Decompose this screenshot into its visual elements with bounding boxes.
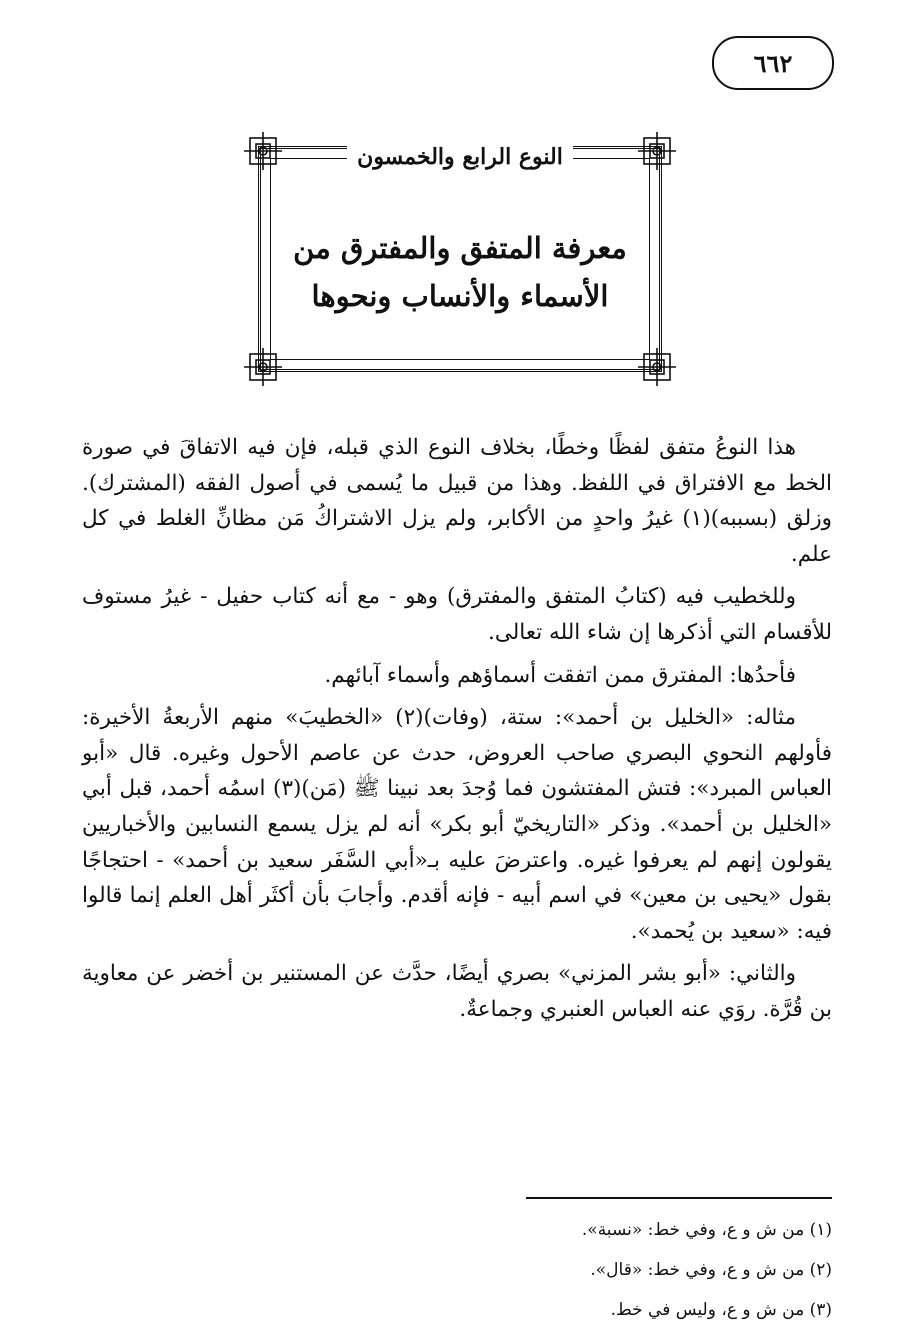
footnote: (٣) من ش و ع، وليس في خط. [610,1300,832,1320]
paragraph: وللخطيب فيه (كتابُ المتفق والمفترق) وهو - مع أنه كتاب حفيل - غيرُ مستوف للأقسام التي أذكرها إن شاء الله تعالى. [82,584,832,645]
chapter-title [280,224,640,320]
paragraph: مثاله: «الخليل بن أحمد»: ستة، (وفات)(٢) «الخطيبَ» منهم الأربعةُ الأخيرة: فأولهم النحوي البصري صاحب العروض، حدث عن عاصم الأحول وغيره. قال «أبو العباس المبرد»: فتش المفتشون فما وُجدَ بعد نبينا ﷺ (مَن)(٣) اسمُه أحمد، قبل أبي «الخليل بن أحمد». وذكر «التاريخيّ أبو بكر» أنه لم يزل يسمع النسابين والأخباريين يقولون إنهم لم يعرفوا غيره. واعترضَ عليه بـ«أبي السَّفَر سعيد بن أحمد» - احتجاجًا بقول «يحيى بن معين» في اسم أبيه - فإنه أقدم. وأجابَ بأن أكثَر أهل العلم إنما قالوا فيه: «سعيد بن يُحمد». [82,705,832,944]
footnote: (١) من ش و ع، وفي خط: «نسبة». [581,1220,832,1240]
footnotes [82,1210,832,1330]
body-text [82,430,832,1035]
paragraph: هذا النوعُ متفق لفظًا وخطًا، بخلاف النوع الذي قبله، فإن فيه الاتفاقَ في صورة الخط مع الافتراق في اللفظ. وهذا من قبيل ما يُسمى في أصول الفقه (المشترك). وزلق (بسببه)(١) غيرُ واحدٍ من الأكابر، ولم يزل الاشتراكُ مَن مظانِّ الغلط في كل علم. [82,435,832,567]
corner-ornament-icon [240,344,286,390]
title-frame [240,128,680,390]
chapter-title-line-1: معرفة المتفق والمفترق من [293,231,627,265]
paragraph: فأحدُها: المفترق ممن اتفقت أسماؤهم وأسماء آبائهم. [324,662,796,688]
corner-ornament-icon [634,344,680,390]
footnote-divider [526,1197,832,1199]
chapter-subtitle [240,144,680,170]
chapter-title-line-2: الأسماء والأنساب ونحوها [311,279,609,313]
page-number: ٦٦٢ [712,36,834,90]
footnote: (٢) من ش و ع، وفي خط: «قال». [590,1260,832,1280]
paragraph: والثاني: «أبو بشر المزني» بصري أيضًا، حدَّث عن المستنير بن أخضر عن معاوية بن قُرَّة. روَي عنه العباس العنبري وجماعةٌ. [82,961,832,1022]
chapter-subtitle-text: النوع الرابع والخمسون [347,144,573,170]
